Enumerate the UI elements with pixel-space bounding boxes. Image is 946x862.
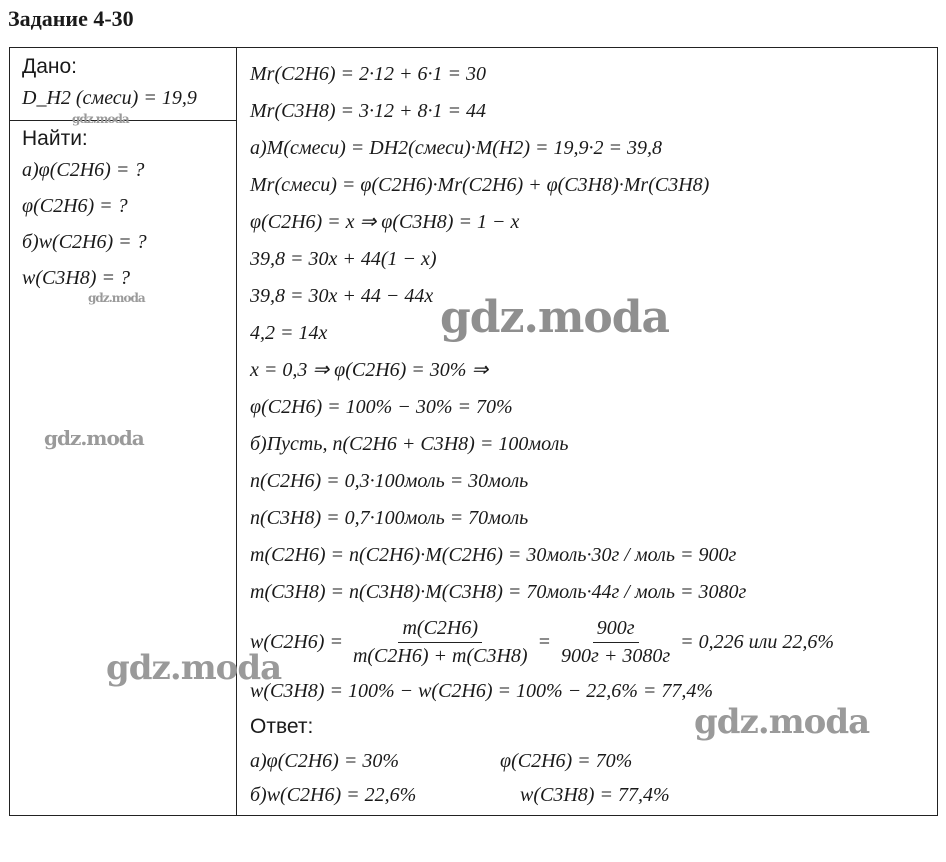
fraction-equation (250, 611, 930, 673)
fraction-2-numerator: 900г (593, 617, 639, 643)
watermark: gdz.moda (440, 292, 670, 343)
solution-line: n(C2H6) = 0,3·100моль = 30моль (250, 470, 529, 492)
fraction-equals: = (537, 630, 552, 653)
fraction-rhs: = 0,226 или 22,6% (680, 630, 835, 653)
solution-line: 39,8 = 30x + 44 − 44x (250, 285, 434, 307)
answer-b1: б)w(C2H6) = 22,6% (250, 784, 417, 806)
solution-line: x = 0,3 ⇒ φ(C2H6) = 30% ⇒ (250, 359, 489, 381)
given-cell (22, 54, 232, 116)
solution-line: φ(C2H6) = x ⇒ φ(C3H8) = 1 − x (250, 211, 520, 233)
find-cell (22, 126, 232, 296)
solution-line: Mr(C3H8) = 3·12 + 8·1 = 44 (250, 100, 487, 122)
watermark: gdz.moda (694, 702, 870, 742)
task-title: Задание 4-30 (8, 6, 134, 31)
watermark: gdz.moda (106, 648, 282, 688)
given-line: D_H2 (смеси) = 19,9 (22, 87, 197, 109)
answer-row-b (250, 778, 930, 812)
find-label: Найти: (22, 127, 88, 150)
solution-table (9, 47, 938, 816)
solution-line: 39,8 = 30x + 44(1 − x) (250, 248, 437, 270)
watermark: gdz.moda (88, 291, 145, 305)
fraction-lhs: w(C2H6) = (250, 630, 343, 653)
solution-line: а)M(смеси) = DH2(смеси)·M(H2) = 19,9·2 = 39,8 (250, 137, 663, 159)
fraction-1-numerator: m(C2H6) (398, 617, 482, 643)
answer-b2: w(C3H8) = 77,4% (520, 784, 670, 806)
answer-row-a (250, 744, 930, 778)
solution-line: w(C3H8) = 100% − w(C2H6) = 100% − 22,6% = 77,4% (250, 680, 714, 702)
fraction-1 (349, 617, 532, 668)
solution-line: Mr(C2H6) = 2·12 + 6·1 = 30 (250, 63, 487, 85)
find-item: w(C3H8) = ? (22, 267, 130, 289)
solution-line: φ(C2H6) = 100% − 30% = 70% (250, 396, 513, 418)
solution-line: б)Пусть, n(C2H6 + C3H8) = 100моль (250, 433, 569, 455)
watermark: gdz.moda (72, 112, 129, 126)
fraction-1-denominator: m(C2H6) + m(C3H8) (352, 644, 528, 667)
solution-cell (250, 56, 930, 812)
find-item: а)φ(C2H6) = ? (22, 159, 145, 181)
find-item: φ(C2H6) = ? (22, 195, 128, 217)
solution-line: m(C3H8) = n(C3H8)·M(C3H8) = 70моль·44г / моль = 3080г (250, 581, 747, 603)
solution-line: 4,2 = 14x (250, 322, 328, 344)
answer-a2: φ(C2H6) = 70% (500, 750, 633, 772)
fraction-2 (557, 617, 674, 668)
given-label: Дано: (22, 55, 78, 78)
solution-line: Mr(смеси) = φ(C2H6)·Mr(C2H6) + φ(C3H8)·Mr(C3H8) (250, 174, 710, 196)
answer-a1: а)φ(C2H6) = 30% (250, 750, 399, 772)
fraction-2-denominator: 900г + 3080г (561, 644, 671, 667)
solution-line: n(C3H8) = 0,7·100моль = 70моль (250, 507, 529, 529)
watermark: gdz.moda (44, 426, 144, 450)
column-divider (236, 48, 237, 815)
solution-line: m(C2H6) = n(C2H6)·M(C2H6) = 30моль·30г / моль = 900г (250, 544, 737, 566)
answer-label: Ответ: (250, 715, 314, 738)
find-item: б)w(C2H6) = ? (22, 231, 147, 253)
